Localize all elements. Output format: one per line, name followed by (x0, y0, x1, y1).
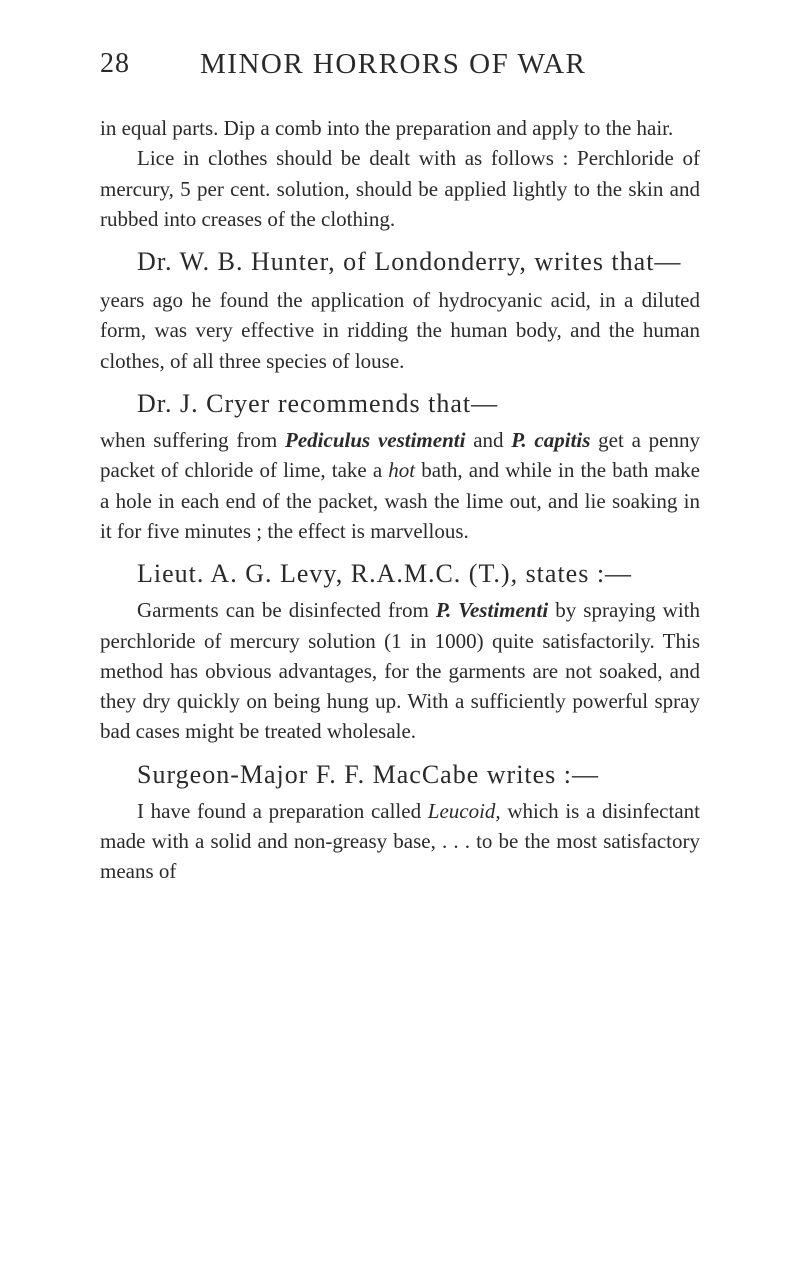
page-number: 28 (100, 48, 130, 79)
cryer-term-p-capitis: P. capitis (511, 428, 591, 453)
levy-text-1: Garments can be disinfected from (137, 598, 436, 623)
maccabe-text-2: which is a disinfectant made with a solid and non-greasy base, . . . to be the most satisfactory means of (100, 798, 700, 884)
paragraph-maccabe (100, 796, 700, 887)
heading-maccabe: Surgeon-Major F. F. MacCabe writes :— (137, 759, 600, 789)
paragraph-hair-preparation: in equal parts. Dip a comb into the preparation and apply to the hair. (100, 116, 674, 140)
running-title: MINOR HORRORS OF WAR (200, 48, 587, 80)
paragraph-lice-in-clothes: Lice in clothes should be dealt with as follows : Perchloride of mercury, 5 per cent. solution, should be applied lightly to the skin and rubbed into creases of the clothing. (100, 146, 700, 231)
cryer-text-1: when suffering from (100, 428, 286, 453)
paragraph-hunter: years ago he found the application of hydrocyanic acid, in a diluted form, was very effective in ridding the human body, and the human clothes, of all three species of louse. (100, 288, 700, 373)
paragraph-cryer (100, 425, 700, 546)
cryer-text-2: and (465, 428, 512, 453)
levy-text-2: by spraying with perchloride of mercury solution (1 in 1000) quite satisfactorily. This method has obvious advantages, for the garments are not soaked, and they dry quickly on being hung up. With a sufficiently powerful spray bad cases might be treated wholesale. (100, 598, 700, 744)
cryer-text-3: get a penny packet of chloride of lime, take a (100, 428, 700, 483)
running-head (100, 48, 700, 88)
heading-hunter: Dr. W. B. Hunter, of Londonderry, writes that— (137, 247, 682, 277)
levy-term-p-vestimenti: P. Vestimenti (435, 598, 549, 623)
maccabe-text-1: I have found a preparation called (137, 798, 428, 823)
paragraph-levy (100, 595, 700, 746)
body-text (100, 113, 700, 887)
maccabe-term-leucoid: Leucoid, (427, 798, 501, 823)
cryer-term-hot: hot (388, 458, 416, 483)
cryer-term-pediculus-vestimenti: Pediculus vestimenti (285, 428, 466, 453)
cryer-text-4: bath, and while in the bath make a hole in each end of the packet, wash the lime out, and lie soaking in it for five minutes ; the effect is marvellous. (100, 458, 700, 543)
heading-levy: Lieut. A. G. Levy, R.A.M.C. (T.), states :— (137, 559, 633, 589)
heading-cryer: Dr. J. Cryer recommends that— (137, 389, 499, 419)
